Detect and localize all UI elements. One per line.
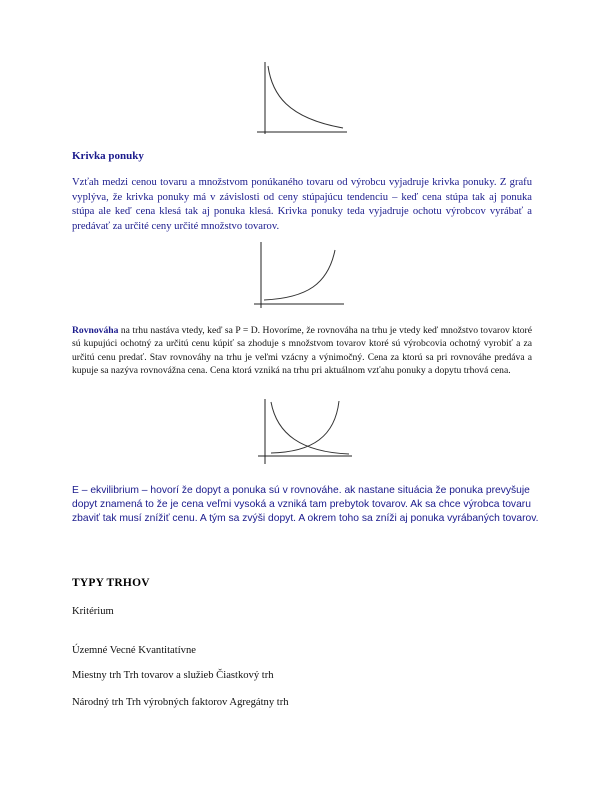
equilibrium-term: Rovnováha: [72, 325, 119, 336]
supply-curve-paragraph: Vzťah medzi cenou tovaru a množstvom ponúkaného tovaru od výrobcu vyjadruje krivka ponuky. Z grafu vyplýva, že krivka ponuky má v závislosti od ceny stúpajúcu tendenciu – keď cena stúpa tak aj ponuka stúpa ale keď cena klesá tak aj ponuka klesá. Krivka ponuky teda vyjadruje ochotu výrobcov vyrábať a predávať za určité ceny určité množstvo tovarov.: [72, 177, 532, 232]
supply-curve-graph: [252, 240, 347, 312]
market-types-row: Územné Vecné Kvantitatívne: [72, 645, 196, 656]
supply-curve-figure: [252, 240, 347, 312]
equilibrium-paragraph: [72, 324, 532, 378]
equilibrium-figure: [255, 396, 355, 466]
demand-curve-figure: [255, 60, 350, 138]
equilibrium-text: na trhu nastáva vtedy, keď sa P = D. Hovoríme, že rovnováha na trhu je vtedy keď množstvo tovarov ktoré sú kupujúci ochotný za určitú cenu kúpiť sa zhoduje s množstvom tovarov ktoré sú výrobcovia ochotný vyrobiť a za určitú cenu predať. Stav rovnováhy na trhu je veľmi vzácny a výnimočný. Cena za ktorú sa pri rovnováhe predáva a kupuje sa nazýva rovnovážna cena. Cena ktorá vzniká na trhu pri aktuálnom vzťahu ponuky a dopytu trhová cena.: [72, 325, 532, 377]
market-types-row: Miestny trh Trh tovarov a služieb Čiastkový trh: [72, 670, 274, 681]
ekvilibrium-paragraph: E – ekvilibrium – hovorí že dopyt a ponuka sú v rovnováhe. ak nastane situácia že ponuka prevyšuje dopyt znamená to že je cena veľmi vysoká a vzniká tam prebytok tovarov. Ak sa chce výrobca tovaru zbaviť tak musí znížiť cenu. A tým sa zvýši dopyt. A okrem toho sa zníži aj ponuka vyrábaných tovarov.: [72, 485, 539, 525]
supply-curve: [264, 250, 335, 300]
equilibrium-graph: [255, 396, 355, 466]
criterion-label: Kritérium: [72, 606, 114, 617]
demand-curve: [268, 66, 343, 128]
supply-curve-heading: Krivka ponuky: [72, 150, 144, 162]
demand-curve-graph: [255, 60, 350, 138]
market-types-title: TYPY TRHOV: [72, 577, 150, 589]
market-types-row: Národný trh Trh výrobných faktorov Agregátny trh: [72, 697, 289, 708]
